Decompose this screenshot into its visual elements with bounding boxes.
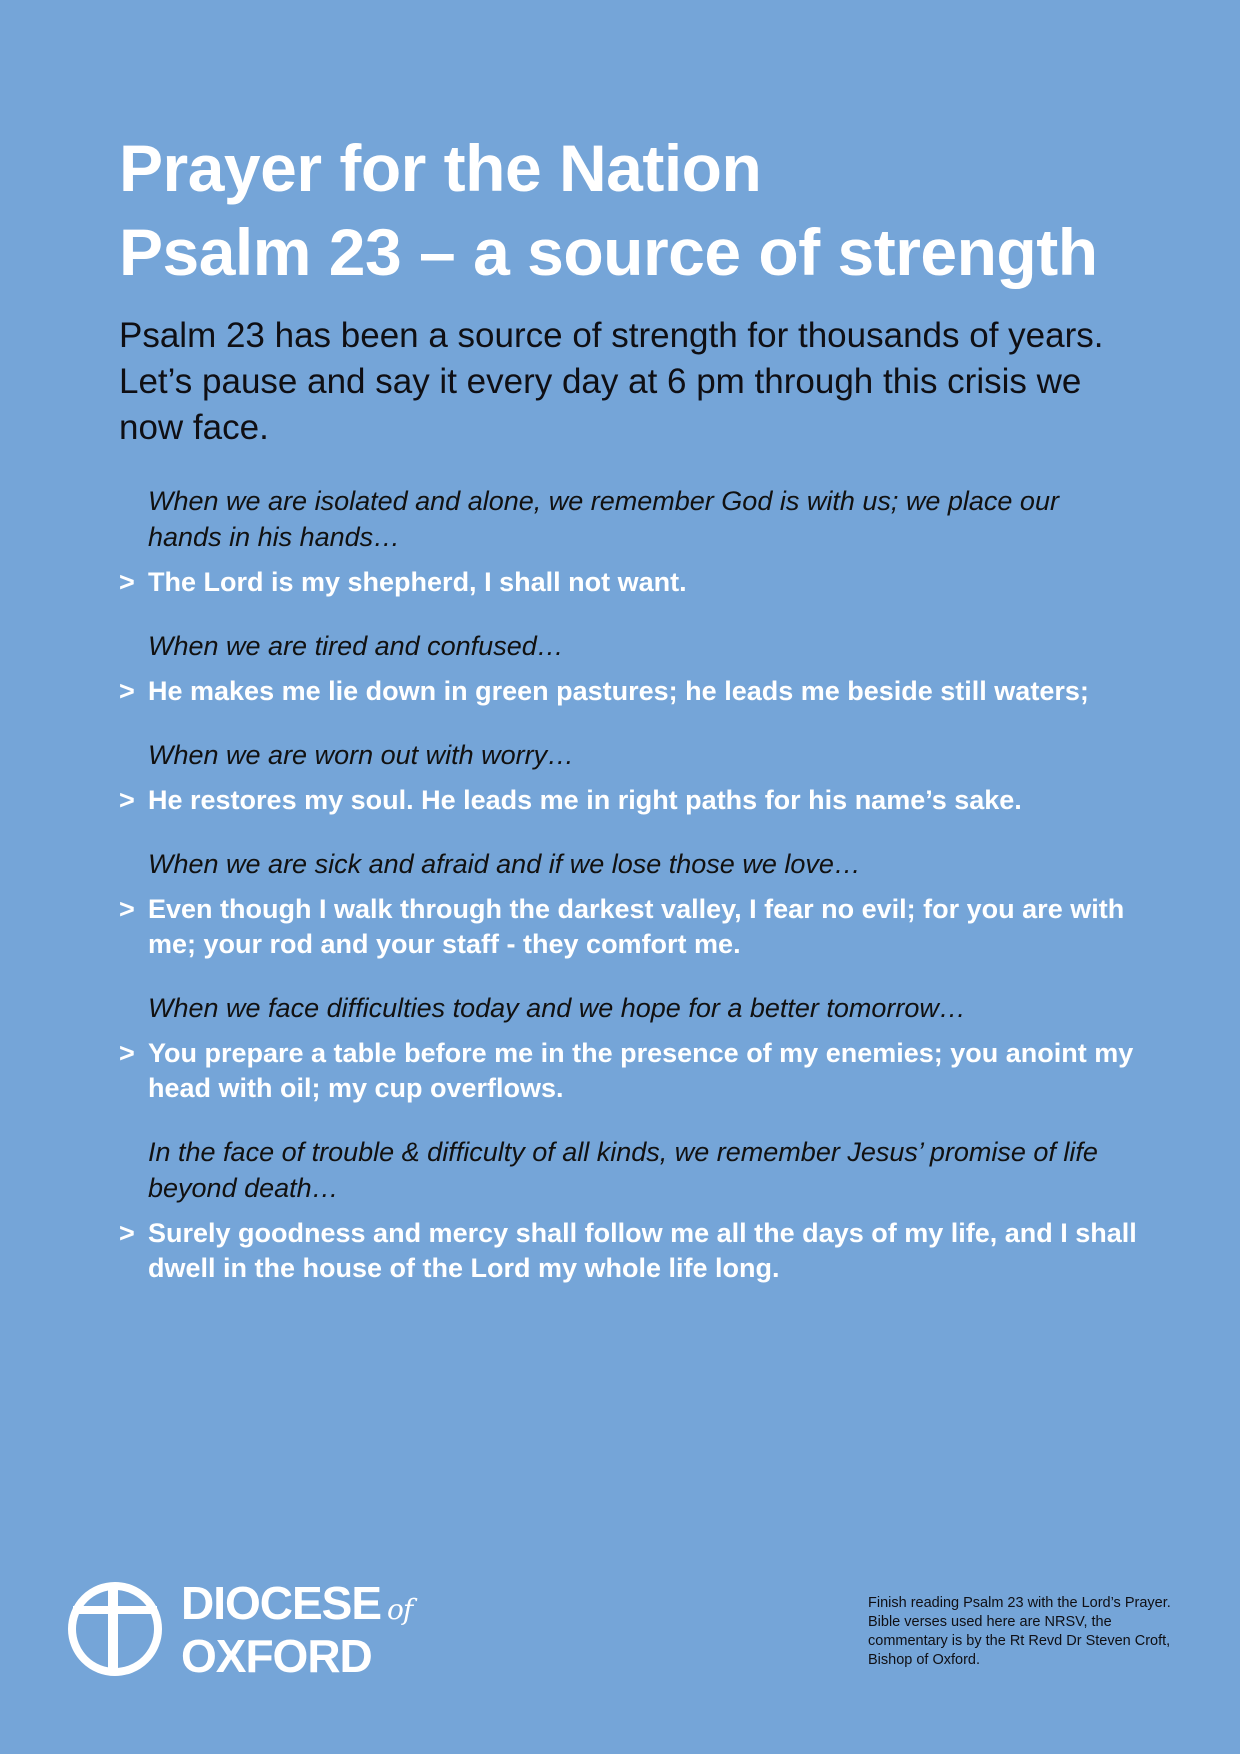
verse-text: He restores my soul. He leads me in right paths for his name’s sake. bbox=[148, 785, 1022, 815]
verse-text: Even though I walk through the darkest valley, I fear no evil; for you are with me; your rod and your staff - they comfort me. bbox=[148, 894, 1125, 959]
stanza-commentary: When we are isolated and alone, we remember God is with us; we place our hands in his hands… bbox=[148, 486, 1059, 552]
stanza-commentary: When we are worn out with worry… bbox=[148, 740, 575, 770]
verse-marker-icon: > bbox=[119, 1218, 135, 1248]
stanza-verse bbox=[119, 674, 1139, 709]
stanza-verse bbox=[119, 565, 1139, 600]
verse-marker-icon: > bbox=[119, 894, 135, 924]
cross-circle-icon bbox=[65, 1579, 165, 1679]
stanza bbox=[119, 628, 1139, 709]
title-line-1: Prayer for the Nation bbox=[119, 131, 762, 205]
stanza-commentary: When we are sick and afraid and if we lose those we love… bbox=[148, 849, 861, 879]
stanza-verse bbox=[119, 892, 1139, 962]
verse-text: He makes me lie down in green pastures; he leads me beside still waters; bbox=[148, 676, 1089, 706]
logo-line-1 bbox=[181, 1576, 413, 1633]
verse-marker-icon: > bbox=[119, 1038, 135, 1068]
intro-paragraph: Psalm 23 has been a source of strength for thousands of years. Let’s pause and say it every day at 6 pm through this crisis we now face. bbox=[119, 316, 1104, 447]
stanza bbox=[119, 846, 1139, 962]
stanza-verse bbox=[119, 1216, 1139, 1286]
title-line-2: Psalm 23 – a source of strength bbox=[119, 215, 1098, 289]
psalm-stanzas bbox=[119, 483, 1139, 1314]
verse-text: You prepare a table before me in the presence of my enemies; you anoint my head with oil; my cup overflows. bbox=[148, 1038, 1134, 1103]
diocese-logo bbox=[65, 1576, 413, 1682]
stanza-commentary: When we are tired and confused… bbox=[148, 631, 564, 661]
stanza bbox=[119, 1134, 1139, 1286]
stanza-verse bbox=[119, 783, 1139, 818]
verse-text: Surely goodness and mercy shall follow me all the days of my life, and I shall dwell in the house of the Lord my whole life long. bbox=[148, 1218, 1137, 1283]
page-title bbox=[119, 126, 1169, 294]
stanza bbox=[119, 990, 1139, 1106]
verse-marker-icon: > bbox=[119, 785, 135, 815]
footnote: Finish reading Psalm 23 with the Lord’s Prayer. Bible verses used here are NRSV, the commentary is by the Rt Revd Dr Steven Croft, Bishop of Oxford. bbox=[868, 1595, 1171, 1668]
verse-marker-icon: > bbox=[119, 676, 135, 706]
stanza-commentary: In the face of trouble & difficulty of all kinds, we remember Jesus’ promise of life beyond death… bbox=[148, 1137, 1098, 1203]
stanza bbox=[119, 737, 1139, 818]
logo-diocese: DIOCESE bbox=[181, 1576, 382, 1629]
logo-of: of bbox=[387, 1592, 413, 1626]
verse-marker-icon: > bbox=[119, 567, 135, 597]
verse-text: The Lord is my shepherd, I shall not want. bbox=[148, 567, 687, 597]
stanza-verse bbox=[119, 1036, 1139, 1106]
stanza bbox=[119, 483, 1139, 600]
logo-line-2: OXFORD bbox=[181, 1629, 372, 1682]
logo-wordmark bbox=[181, 1576, 413, 1682]
stanza-commentary: When we face difficulties today and we hope for a better tomorrow… bbox=[148, 993, 966, 1023]
